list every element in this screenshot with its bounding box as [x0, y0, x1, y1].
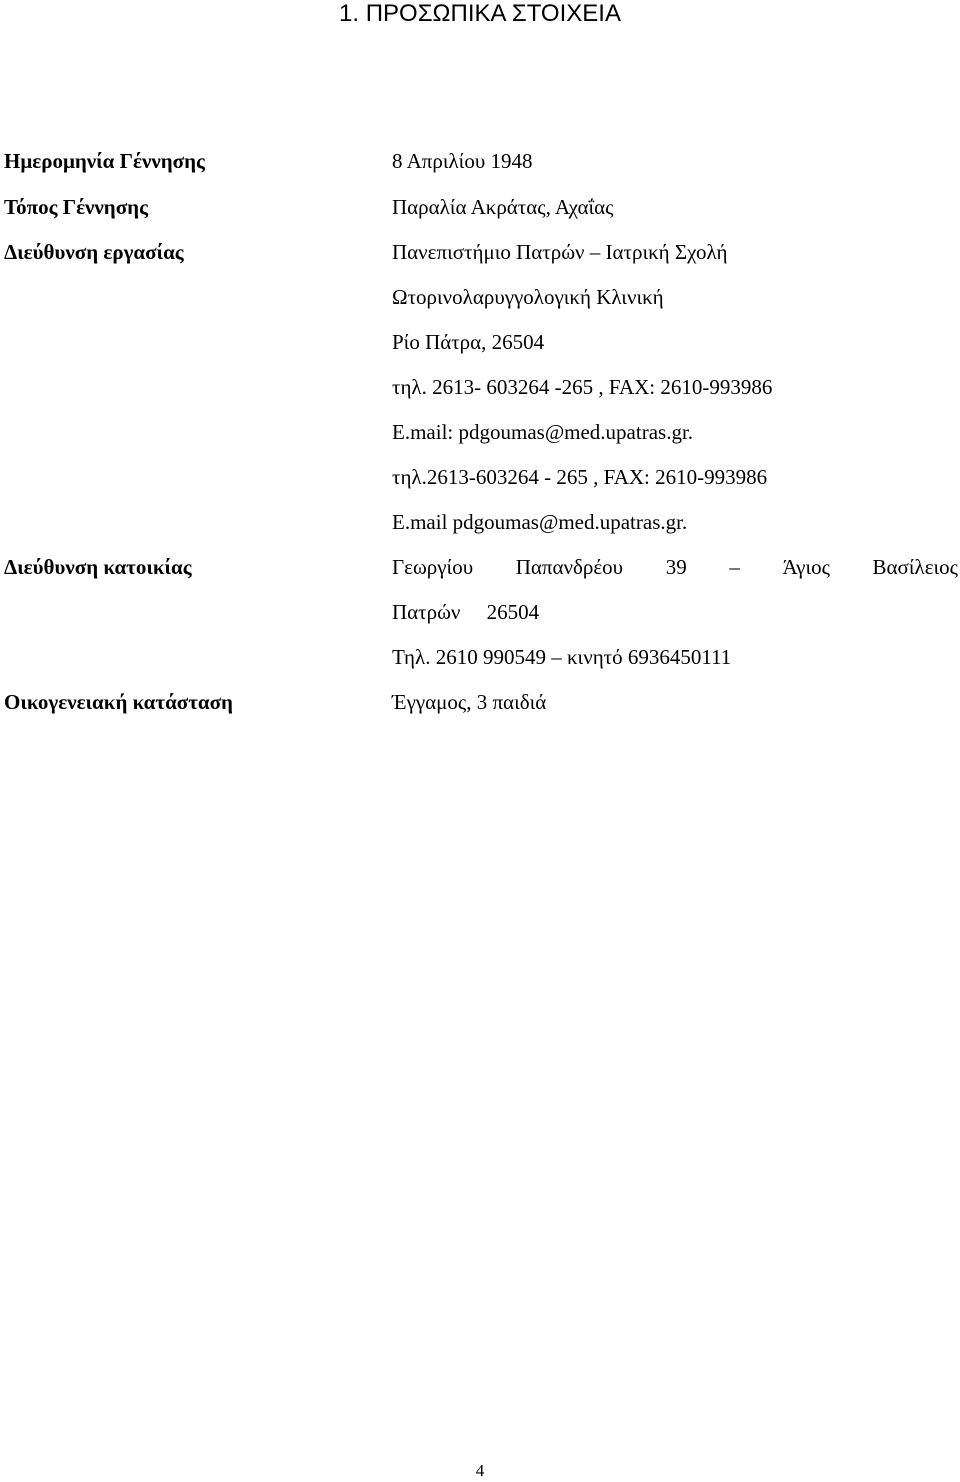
home-address-label: Διεύθυνση κατοικίας [4, 555, 192, 579]
page-title: 1. ΠΡΟΣΩΠΙΚΑ ΣΤΟΙΧΕΙΑ [339, 0, 621, 27]
family-status-label: Οικογενειακή κατάσταση [4, 690, 233, 714]
work-phone-fax: τηλ. 2613- 603264 -265 , FAX: 2610-993986 [392, 375, 773, 399]
birth-place-label: Τόπος Γέννησης [4, 195, 148, 219]
work-email-alt: E.mail pdgoumas@med.upatras.gr. [392, 510, 688, 534]
home-address-word: Παπανδρέου [515, 555, 624, 579]
home-address-word: 39 [665, 555, 687, 579]
work-email: E.mail: pdgoumas@med.upatras.gr. [392, 420, 694, 444]
birth-date-value: 8 Απριλίου 1948 [392, 149, 533, 173]
home-address-city: Πατρών 26504 [392, 600, 540, 624]
home-phone: Τηλ. 2610 990549 – κινητό 6936450111 [392, 645, 732, 669]
home-address-word: Γεωργίου [392, 555, 474, 579]
family-status-value: Έγγαμος, 3 παιδιά [392, 690, 547, 714]
birth-place-value: Παραλία Ακράτας, Αχαΐας [392, 195, 614, 219]
home-address-street [392, 553, 958, 581]
work-phone-fax-alt: τηλ.2613-603264 - 265 , FAX: 2610-993986 [392, 465, 768, 489]
home-address-word: Άγιος [782, 555, 830, 579]
home-address-word: Βασίλειος [872, 555, 958, 579]
work-address-label: Διεύθυνση εργασίας [4, 240, 184, 264]
home-address-word: – [729, 555, 740, 579]
work-address-clinic: Ωτορινολαρυγγολογική Κλινική [392, 285, 664, 309]
birth-date-label: Ημερομηνία Γέννησης [4, 149, 205, 173]
work-address-university: Πανεπιστήμιο Πατρών – Ιατρική Σχολή [392, 240, 728, 264]
page-number: 4 [475, 1461, 485, 1480]
work-address-city: Ρίο Πάτρα, 26504 [392, 330, 545, 354]
